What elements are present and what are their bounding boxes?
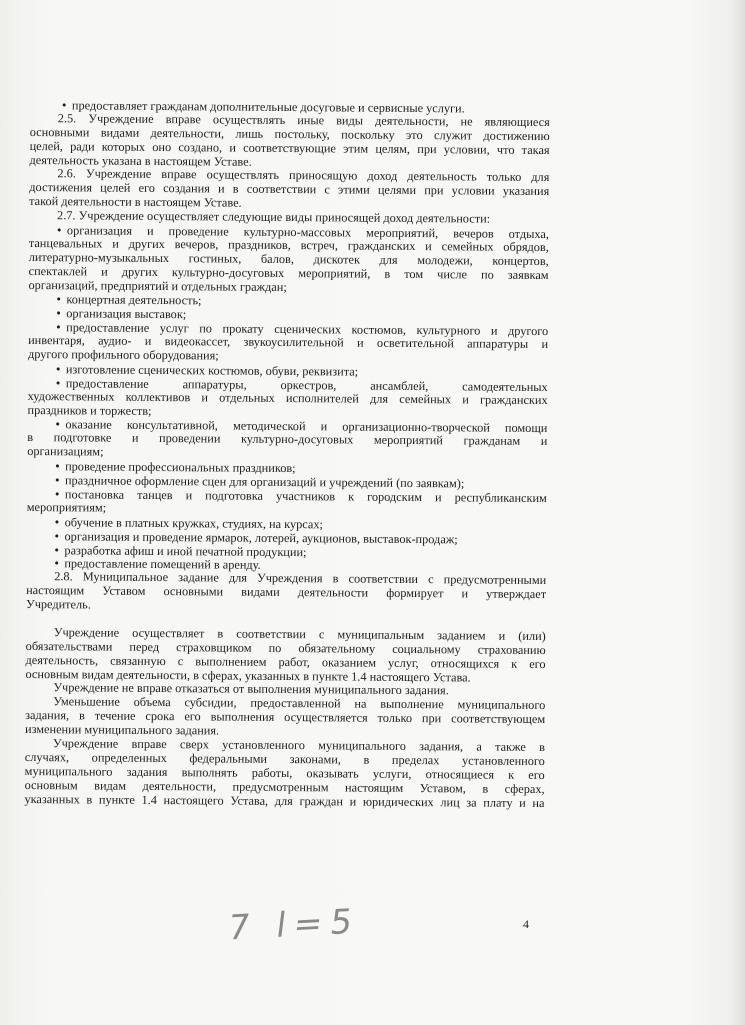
- bullet-line: • предоставляет гражданам дополнительные досуговые и сервисные услуги.: [30, 98, 550, 116]
- text-line: спектаклей и других культурно-досуговых мероприятий, в том числе по заявкам: [28, 263, 549, 282]
- bullet-line: • организация и проведение ярмарок, лотерей, аукционов, выставок-продаж;: [27, 529, 547, 547]
- text-line: праздников и торжеств;: [27, 402, 152, 418]
- bullet-line: • предоставление аппаратуры, оркестров, ансамблей, самодеятельных: [28, 376, 548, 394]
- text-line: задания, в течение срока его выполнения осуществляется только при соответствующем: [25, 708, 546, 727]
- text-line: Учредитель.: [25, 597, 91, 612]
- text-line: основным видам деятельности, в сферах, указанных в пункте 1.4 настоящего Устава.: [25, 666, 471, 684]
- text-line: указанных в пункте 1.4 настоящего Устава, для граждан и юридических лиц за плату и на: [24, 791, 545, 810]
- bullet-line: • праздничное оформление сцен для организаций и учреждений (по заявкам);: [27, 473, 547, 491]
- handwritten-note: 7 l=5: [225, 901, 363, 949]
- text-line: организациям;: [27, 444, 104, 459]
- text-line: такой деятельности в настоящем Уставе.: [29, 194, 242, 210]
- text-line: 2.7. Учреждение осуществляет следующие виды приносящей доход деятельности:: [57, 208, 491, 226]
- text-line: деятельность указана в настоящем Уставе.: [29, 152, 252, 169]
- document-body: [24, 98, 550, 810]
- bullet-line: • концертная деятельность;: [28, 292, 548, 310]
- text-line: 2.5. Учреждение вправе осуществлять иные виды деятельности, не являющиеся: [57, 111, 550, 129]
- text-line: инвентаря, аудио- и видеокассет, звукоусилительной и осветительной аппаратуры и: [28, 333, 549, 352]
- text-line: муниципального задания выполнять работы, оказывать услуги, относящиеся к его: [24, 763, 545, 782]
- text-line: основным видам деятельности, предусмотренным настоящим Уставом, в сферах,: [24, 777, 545, 796]
- text-line: Учреждение не вправе отказаться от выполнения муниципального задания.: [53, 680, 449, 698]
- bullet-line: • организация выставок;: [28, 306, 548, 324]
- text-line: организаций, предприятий и отдельных граждан;: [28, 277, 287, 294]
- text-line: танцевальных и других вечеров, праздников, встреч, гражданских и семейных обрядов,: [28, 235, 549, 254]
- bullet-line: • предоставление помещений в аренду.: [26, 556, 546, 574]
- text-line: обязательствами перед страховщиком по обязательному социальному страхованию: [25, 638, 546, 657]
- text-line: в подготовке и проведении культурно-досуговых мероприятий гражданам и: [27, 430, 548, 449]
- text-line: Учреждение вправе сверх установленного муниципального задания, а также в: [52, 736, 545, 755]
- text-line: целей, ради которых оно создано, и соответствующие этим целям, при условии, что такая: [29, 138, 550, 157]
- text-line: настоящим Уставом основными видами деятельности формирует и утверждает: [26, 583, 547, 602]
- text-line: литературно-музыкальных гостиных, балов, дискотек для молодежи, концертов,: [28, 249, 549, 268]
- text-line: Учреждение осуществляет в соответствии с муниципальным заданием и (или): [53, 625, 546, 643]
- text-line: 2.6. Учреждение вправе осуществлять приносящую доход деятельность только для: [57, 166, 550, 185]
- text-line: художественных коллективов и отдельных исполнителей для семейных и гражданских: [27, 388, 548, 407]
- text-line: основными видами деятельности, лишь постольку, поскольку это служит достижению: [29, 124, 550, 143]
- page-number: 4: [523, 917, 529, 931]
- bullet-line: • оказание консультативной, методической и организационно-творческой помощи: [27, 417, 547, 435]
- bullet-line: • организация и проведение культурно-массовых мероприятий, вечеров отдыха,: [29, 223, 549, 241]
- bullet-line: • предоставление услуг по прокату сценических костюмов, культурного и другого: [28, 320, 548, 338]
- text-line: достижения целей его создания и в соответствии с этими целями при условии указания: [29, 180, 550, 199]
- page-edge-shadow: [731, 0, 745, 1025]
- text-line: мероприятиям;: [26, 499, 107, 515]
- bullet-line: • изготовление сценических костюмов, обуви, реквизита;: [28, 362, 548, 380]
- bullet-line: • проведение профессиональных праздников;: [27, 459, 547, 477]
- text-line: случаях, определенных федеральными законами, в пределах установленного: [24, 749, 545, 768]
- text-line: Уменьшение объема субсидии, предоставленной на выполнение муниципального: [53, 694, 546, 713]
- text-line: другого профильного оборудования;: [27, 347, 219, 363]
- bullet-line: • разработка афиш и иной печатной продукции;: [26, 542, 546, 560]
- bullet-line: • обучение в платных кружках, студиях, на курсах;: [27, 515, 547, 533]
- text-line: изменении муниципального задания.: [24, 722, 220, 738]
- text-line: деятельность, связанную с выполнением работ, оказанием услуг, относящихся к его: [25, 652, 546, 671]
- text-line: 2.8. Муниципальное задание для Учреждения в соответствии с предусмотренными: [54, 569, 547, 588]
- bullet-line: • постановка танцев и подготовка участников к городским и республиканским: [27, 487, 547, 505]
